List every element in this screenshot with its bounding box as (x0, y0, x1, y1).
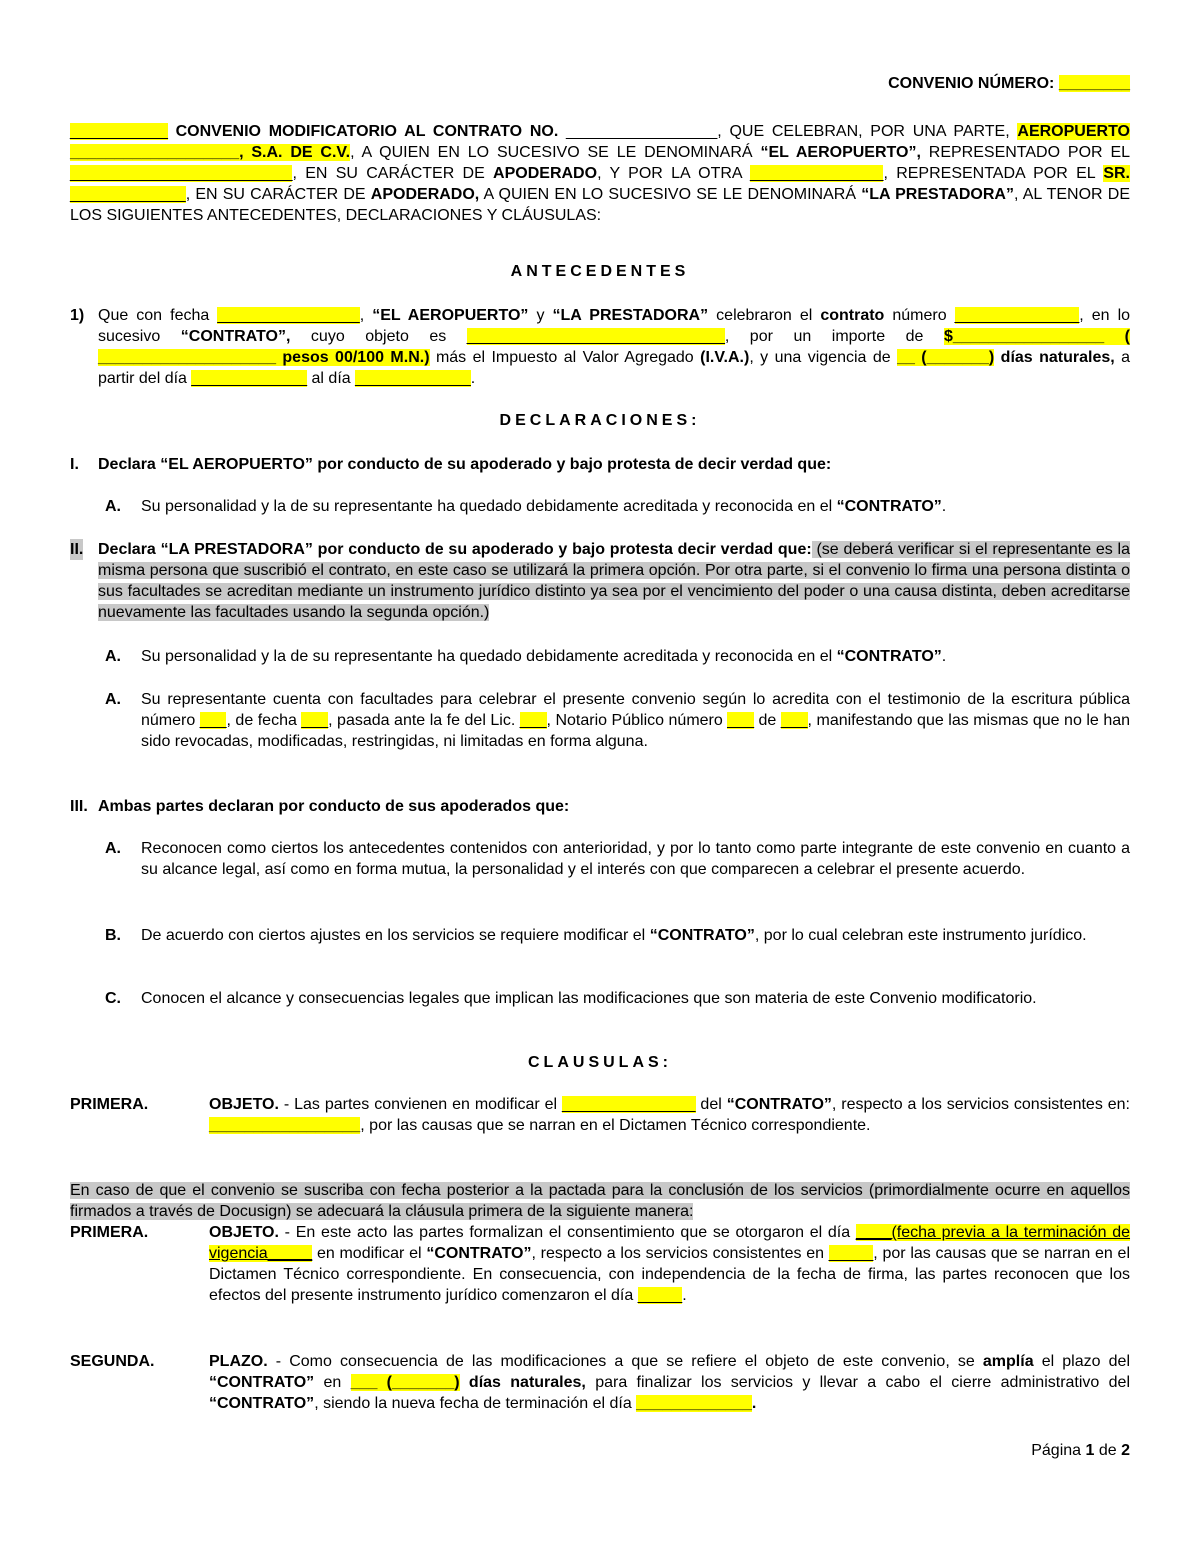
antecedentes-heading: ANTECEDENTES (510, 263, 690, 280)
item-label: B. (105, 927, 121, 944)
blank: ______________ (954, 307, 1080, 324)
blank: _________________ (209, 1117, 361, 1134)
blank: _________________________ (70, 165, 293, 182)
declaracion-II-A1: Su personalidad y la de su representante ha quedado debidamente acreditada y reconocida en el “CONTRATO”. (141, 648, 947, 665)
blank: _____________ (355, 370, 471, 387)
blank: ___ (199, 712, 227, 729)
blank: ________________ (217, 307, 360, 324)
blank: AEROPUERTO ___________________, S.A. DE C.V. (70, 123, 1130, 161)
clausula-primera-alt: OBJETO. - En este acto las partes formalizan el consentimiento que se otorgaron el día ____(fecha previa a la terminación de vigencia_____ en modificar el “CONTRATO”, respecto a los servicios consistentes en _____, por las causas que se narran en el Dictamen Técnico correspondiente. En consecuencia, con independencia de la fecha de firma, las partes reconocen que los efectos del presente instrumento jurídico comenzaron el día _____. (209, 1224, 1131, 1304)
clause-label: PRIMERA. (70, 1096, 149, 1113)
declaracion-number: III. (70, 798, 88, 815)
blank: _______________ (562, 1096, 696, 1113)
blank: _____ (828, 1245, 874, 1262)
blank: ____(fecha previa a la terminación de vigencia_____ (209, 1224, 1131, 1262)
intro-paragraph: ___________ CONVENIO MODIFICATORIO AL CONTRATO NO. _________________, QUE CELEBRAN, POR UNA PARTE, AEROPUERTO ___________________, S.A. DE C.V., A QUIEN EN LO SUCESIVO SE LE DENOMINARÁ “EL AEROPUERTO”, REPRESENTADO POR EL _________________________, EN SU CARÁCTER DE APODERADO, Y POR LA OTRA _______________, REPRESENTADA POR EL SR. _____________, EN SU CARÁCTER DE APODERADO, A QUIEN EN LO SUCESIVO SE LE DENOMINARÁ “LA PRESTADORA”, AL TENOR DE LOS SIGUIENTES ANTECEDENTES, DECLARACIONES Y CLÁUSULAS: (70, 123, 1131, 224)
page-number: Página 1 de 2 (1031, 1442, 1130, 1459)
agreement-number-blank: ________ (1058, 75, 1130, 92)
blank: ___ (519, 712, 547, 729)
antecedente-1: Que con fecha ________________, “EL AEROPUERTO” y “LA PRESTADORA” celebraron el contrato número ______________, en lo sucesivo “CONTRATO”, cuyo objeto es _____________________________, por un importe de $_________________ ( ____________________ pesos 00/100 M.N.) más el Impuesto al Valor Agregado (I.V.A.), y una vigencia de __ (_______) días naturales, a partir del día _____________ al día _____________. (98, 307, 1131, 387)
declaracion-II-title: Declara “LA PRESTADORA” por conducto de su apoderado y bajo protesta decir verdad que: (se deberá verificar si el representante es la misma persona que suscribió el contrato, en este caso se utilizará la primera opción. Por otra parte, si el convenio lo firma una persona distinta o sus facultades se acreditan mediante un instrumento jurídico distinto ya sea por el vencimiento del poder o una causa distinta, deben acreditarse nuevamente las facultades usando la segunda opción.) (98, 541, 1130, 621)
item-label: A. (105, 648, 121, 665)
instruction-note: En caso de que el convenio se suscriba con fecha posterior a la pactada para la conclusión de los servicios (primordialmente ocurre en aquellos firmados a través de Docusign) se adecuará la cláusula primera de la siguiente manera: (70, 1182, 1130, 1220)
blank: ___ (727, 712, 754, 729)
clausula-segunda: PLAZO. - Como consecuencia de las modificaciones a que se refiere el objeto de este convenio, se amplía el plazo del “CONTRATO” en ___ (_______) días naturales, para finalizar los servicios y llevar a cabo el cierre administrativo del “CONTRATO”, siendo la nueva fecha de terminación el día _____________. (209, 1353, 1130, 1412)
blank: ___ (_______) (350, 1374, 460, 1391)
declaracion-I-A: Su personalidad y la de su representante ha quedado debidamente acreditada y reconocida en el “CONTRATO”. (141, 498, 947, 515)
declaracion-number: II. (70, 541, 84, 558)
blank: _____________________________ (466, 328, 725, 345)
blank: _____________ (70, 186, 186, 203)
item-label: A. (105, 840, 121, 857)
instruction-note: (se deberá verificar si el representante es la misma persona que suscribió el contrato, en este caso se utilizará la primera opción. Por otra parte, si el convenio lo firma una persona distinta o sus facultades se acreditan mediante un instrumento jurídico distinto ya sea por el vencimiento del poder o una causa distinta, deben acreditarse nuevamente las facultades usando la segunda opción.) (98, 541, 1130, 621)
item-label: C. (105, 990, 121, 1007)
blank: ___________ (70, 123, 168, 140)
declaracion-II-A2: Su representante cuenta con facultades para celebrar el presente convenio según lo acredita con el testimonio de la escritura pública número ___, de fecha ___, pasada ante la fe del Lic. ___, Notario Público número ___ de ___, manifestando que las mismas que no le han sido revocadas, modificadas, restringidas, ni limitadas en forma alguna. (141, 691, 1131, 750)
declaracion-III-B: De acuerdo con ciertos ajustes en los servicios se requiere modificar el “CONTRATO”, por lo cual celebran este instrumento jurídico. (141, 927, 1087, 944)
clause-label: SEGUNDA. (70, 1353, 155, 1370)
clausulas-heading: CLAUSULAS: (528, 1054, 672, 1071)
blank: ___ (780, 712, 808, 729)
item-label: A. (105, 498, 121, 515)
blank: _______________ (749, 165, 884, 182)
blank: SR. (1103, 165, 1130, 182)
agreement-number: CONVENIO NÚMERO: ________ (888, 75, 1130, 92)
declaracion-III-A: Reconocen como ciertos los antecedentes contenidos con anterioridad, y por lo tanto como parte integrante de este convenio en cuanto a su alcance legal, así como en forma mutua, la personalidad y el interés con que comparecen a celebrar el presente acuerdo. (141, 840, 1130, 878)
declaracion-III-title: Ambas partes declaran por conducto de sus apoderados que: (98, 798, 570, 815)
blank: _____ (637, 1287, 683, 1304)
declaraciones-heading: DECLARACIONES: (499, 412, 701, 429)
declaracion-I-title: Declara “EL AEROPUERTO” por conducto de su apoderado y bajo protesta de decir verdad que: (98, 456, 832, 473)
blank: _____________ (191, 370, 308, 387)
blank: $_________________ ( ____________________ pesos 00/100 M.N.) (98, 328, 1130, 366)
declaracion-III-C: Conocen el alcance y consecuencias legales que implican las modificaciones que son materia de este Convenio modificatorio. (141, 990, 1037, 1007)
declaracion-number: I. (70, 456, 79, 473)
clausula-primera: OBJETO. - Las partes convienen en modificar el _______________ del “CONTRATO”, respecto a los servicios consistentes en: _________________, por las causas que se narran en el Dictamen Técnico correspondiente. (209, 1096, 1130, 1134)
clause-label: PRIMERA. (70, 1224, 149, 1241)
antecedente-number: 1) (70, 307, 85, 324)
blank: _____________ (636, 1395, 752, 1412)
blank: ___ (301, 712, 329, 729)
item-label: A. (105, 691, 121, 708)
blank: __ (_______) (897, 349, 995, 366)
